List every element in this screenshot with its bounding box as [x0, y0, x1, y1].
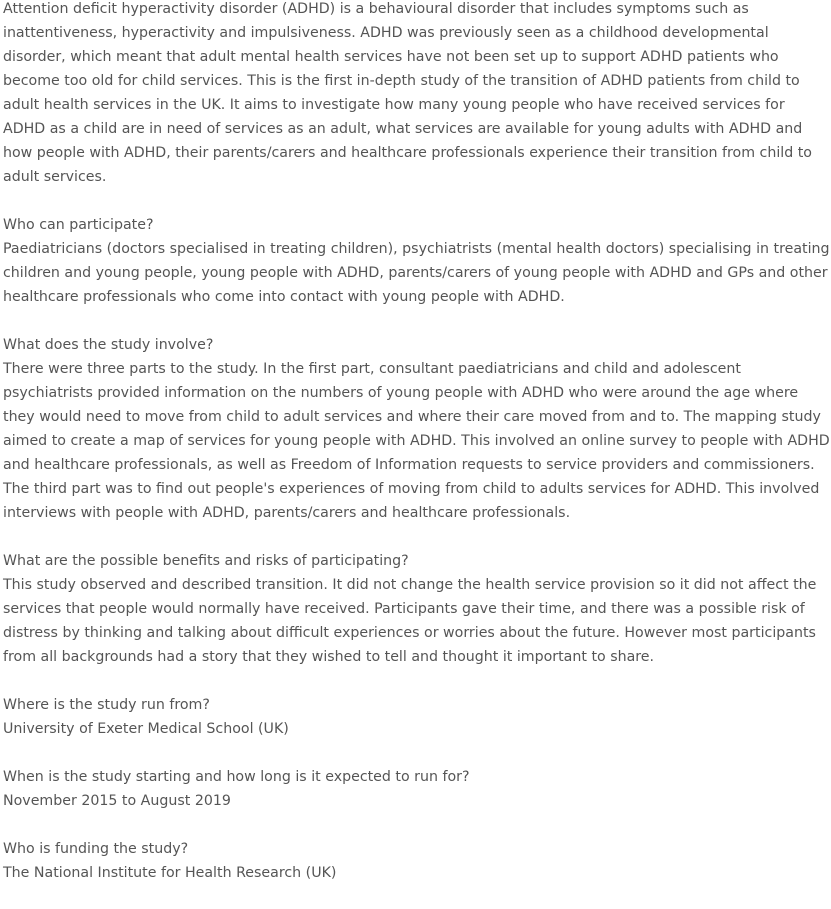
who-can-participate-section: Who can participate? Paediatricians (doctors specialised in treating children), psychiatrists (mental health doctors) specialising in treating children and young people, young people with ADHD, parents/carers of young people with ADHD and GPs and other healthcare professionals who come into contact with young people with ADHD.: [3, 217, 830, 305]
study-involvement-section: What does the study involve? There were three parts to the study. In the first part, consultant paediatricians and child and adolescent psychiatrists provided information on the numbers of young people with ADHD who were around the age where they would need to move from child to adult services and where their care moved from and to. The mapping study aimed to create a map of services for young people with ADHD. This involved an online survey to people with ADHD and healthcare professionals, as well as Freedom of Information requests to service providers and commissioners. The third part was to find out people's experiences of moving from child to adults services for ADHD. This involved interviews with people with ADHD, parents/carers and healthcare professionals.: [3, 337, 830, 521]
study-summary-text: [3, 0, 831, 909]
benefits-risks-section: What are the possible benefits and risks of participating? This study observed and described transition. It did not change the health service provision so it did not affect the services that people would normally have received. Participants gave their time, and there was a possible risk of distress by thinking and talking about difficult experiences or worries about the future. However most participants from all backgrounds had a story that they wished to tell and thought it important to share.: [3, 553, 817, 665]
study-location-section: Where is the study run from? University of Exeter Medical School (UK): [3, 697, 289, 737]
study-dates-section: When is the study starting and how long is it expected to run for? November 2015 to August 2019: [3, 769, 470, 809]
intro-paragraph: Attention deficit hyperactivity disorder (ADHD) is a behavioural disorder that includes symptoms such as inattentiveness, hyperactivity and impulsiveness. ADHD was previously seen as a childhood developmental disorder, which meant that adult mental health services have not been set up to support ADHD patients who become too old for child services. This is the first in-depth study of the transition of ADHD patients from child to adult health services in the UK. It aims to investigate how many young people who have received services for ADHD as a child are in need of services as an adult, what services are available for young adults with ADHD and how people with ADHD, their parents/carers and healthcare professionals experience their transition from child to adult services.: [3, 1, 812, 185]
funding-section: Who is funding the study? The National Institute for Health Research (UK): [3, 841, 337, 881]
